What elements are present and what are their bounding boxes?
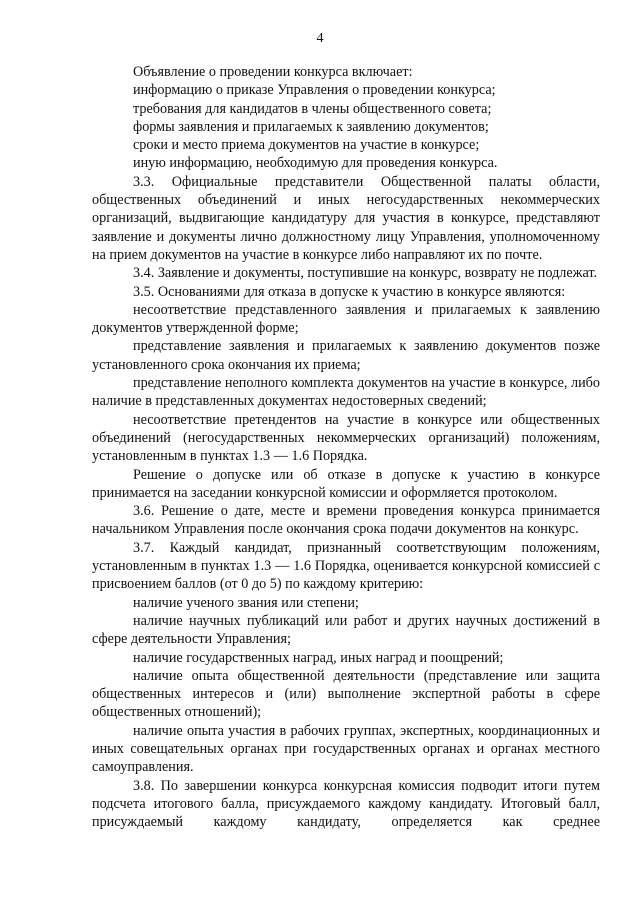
criterion-publications: наличие научных публикаций или работ и других научных достижений в сфере деятельности Управления; (92, 612, 600, 648)
admission-decision: Решение о допуске или об отказе в допуске к участию в конкурсе принимается на заседании конкурсной комиссии и оформляется протоколом. (92, 466, 600, 501)
clause-3-5: 3.5. Основаниями для отказа в допуске к участию в конкурсе являются: (133, 283, 566, 300)
refusal-ground-incomplete: представление неполного комплекта документов на участие в конкурсе, либо наличие в представленных документах недостоверных сведений; (92, 375, 600, 410)
announcement-item-order: информацию о приказе Управления о проведении конкурса; (133, 82, 496, 99)
clause-3-7: 3.7. Каждый кандидат, признанный соответствующим положениям, установленным в пунктах 1.3 — 1.6 Порядка, оценивается конкурсной комиссией с присвоением баллов (от 0 до 5) по каждому критерию: (92, 539, 600, 593)
document-body (92, 63, 600, 831)
announcement-item-forms: формы заявления и прилагаемых к заявлению документов; (133, 118, 489, 135)
clause-3-8: 3.8. По завершении конкурса конкурсная комиссия подводит итоги путем подсчета итогового балла, присуждаемого каждому кандидату. Итоговый балл, присуждаемый каждому кандидату, определяется как среднее (92, 777, 600, 831)
criterion-awards: наличие государственных наград, иных наград и поощрений; (133, 649, 504, 666)
announcement-intro: Объявление о проведении конкурса включает: (133, 64, 413, 80)
criterion-working-groups: наличие опыта участия в рабочих группах, экспертных, координационных и иных совещательных органах при государственных органах и органах местного самоуправления. (92, 722, 600, 776)
announcement-item-requirements: требования для кандидатов в члены общественного совета; (133, 100, 492, 117)
announcement-item-deadlines: сроки и место приема документов на участие в конкурсе; (133, 137, 480, 154)
refusal-ground-mismatch: несоответствие претендентов на участие в конкурсе или общественных объединений (негосударственных некоммерческих организаций) положениям, установленным в пунктах 1.3 — 1.6 Порядка. (92, 411, 600, 465)
clause-3-3: 3.3. Официальные представители Общественной палаты области, общественных объединений и иных негосударственных некоммерческих организаций, выдвигающие кандидатуру для участия в конкурсе, представляют заявление и документы лично должностному лицу Управления, уполномоченному на прием документов на участие в конкурсе либо направляют их по почте. (92, 173, 600, 263)
clause-3-6: 3.6. Решение о дате, месте и времени проведения конкурса принимается начальником Управления после окончания срока подачи документов на конкурс. (92, 503, 600, 538)
refusal-ground-form: несоответствие представленного заявления и прилагаемых к заявлению документов утвержденной форме; (92, 301, 600, 337)
criterion-public-activity: наличие опыта общественной деятельности (представление или защита общественных интересов и (или) выполнение экспертной работы в сфере общественных отношений); (92, 667, 600, 721)
criterion-academic-degree: наличие ученого звания или степени; (133, 594, 359, 611)
clause-3-4: 3.4. Заявление и документы, поступившие на конкурс, возврату не подлежат. (133, 265, 598, 282)
refusal-ground-late: представление заявления и прилагаемых к заявлению документов позже установленного срока окончания их приема; (92, 338, 600, 373)
announcement-item-other: иную информацию, необходимую для проведения конкурса. (133, 155, 498, 172)
page-number: 4 (316, 31, 324, 46)
